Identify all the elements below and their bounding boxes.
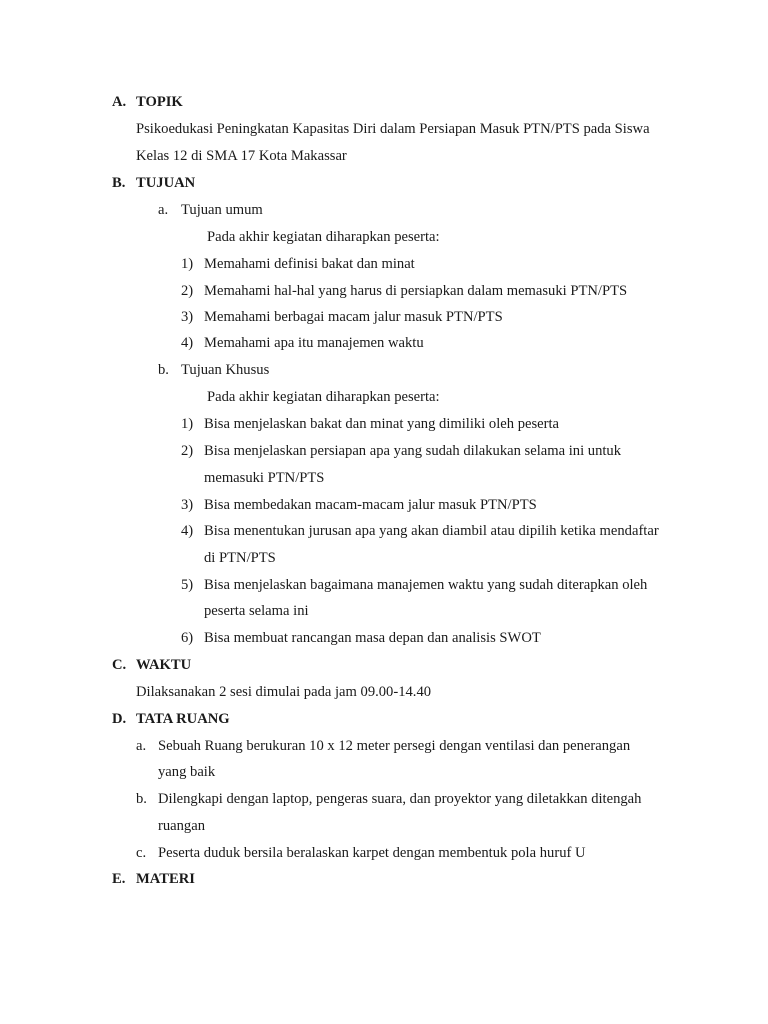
section-letter: D. [112, 711, 127, 727]
list-item: Dilengkapi dengan laptop, pengeras suara, dan proyektor yang diletakkan ditengah [158, 791, 642, 807]
topik-text-line: Psikoedukasi Peningkatan Kapasitas Diri dalam Persiapan Masuk PTN/PTS pada Siswa [136, 121, 650, 137]
list-item-continuation: di PTN/PTS [204, 550, 276, 566]
section-title: TATA RUANG [136, 711, 230, 727]
list-item: Memahami definisi bakat dan minat [204, 256, 415, 272]
list-number: 2) [181, 283, 194, 299]
section-letter: E. [112, 871, 126, 887]
list-number: 2) [181, 443, 194, 459]
list-item: Bisa menjelaskan persiapan apa yang sudah dilakukan selama ini untuk [204, 443, 622, 459]
subsection-intro: Pada akhir kegiatan diharapkan peserta: [207, 229, 440, 245]
list-marker: c. [136, 845, 147, 861]
subsection-marker: b. [158, 362, 169, 378]
list-number: 3) [181, 309, 194, 325]
list-item: Memahami berbagai macam jalur masuk PTN/PTS [204, 309, 503, 325]
list-item: Bisa membuat rancangan masa depan dan analisis SWOT [204, 630, 541, 646]
subsection-intro: Pada akhir kegiatan diharapkan peserta: [207, 389, 440, 405]
list-item-continuation: memasuki PTN/PTS [204, 470, 325, 486]
list-item: Sebuah Ruang berukuran 10 x 12 meter persegi dengan ventilasi dan penerangan [158, 738, 631, 754]
list-item: Bisa menjelaskan bagaimana manajemen waktu yang sudah diterapkan oleh [204, 577, 648, 593]
list-item-continuation: peserta selama ini [204, 603, 309, 619]
list-number: 6) [181, 630, 194, 646]
list-item: Bisa menjelaskan bakat dan minat yang dimiliki oleh peserta [204, 416, 560, 432]
section-letter: A. [112, 94, 127, 110]
section-title: MATERI [136, 871, 195, 887]
subsection-title-tujuan-khusus: Tujuan Khusus [181, 362, 270, 378]
list-item: Memahami apa itu manajemen waktu [204, 335, 424, 351]
section-title: TOPIK [136, 94, 183, 110]
list-marker: a. [136, 738, 147, 754]
subsection-title-tujuan-umum: Tujuan umum [181, 202, 263, 218]
subsection-marker: a. [158, 202, 169, 218]
list-number: 4) [181, 335, 194, 351]
section-title: WAKTU [136, 657, 192, 673]
list-number: 1) [181, 256, 194, 272]
list-item: Peserta duduk bersila beralaskan karpet dengan membentuk pola huruf U [158, 845, 586, 861]
list-item: Memahami hal-hal yang harus di persiapkan dalam memasuki PTN/PTS [204, 283, 628, 299]
list-number: 1) [181, 416, 194, 432]
section-letter: B. [112, 175, 126, 191]
waktu-text-line: Dilaksanakan 2 sesi dimulai pada jam 09.00-14.40 [136, 684, 432, 700]
list-item-continuation: yang baik [158, 764, 216, 780]
list-marker: b. [136, 791, 147, 807]
section-letter: C. [112, 657, 127, 673]
section-title: TUJUAN [136, 175, 196, 191]
list-number: 4) [181, 523, 194, 539]
list-number: 3) [181, 497, 194, 513]
topik-text-line: Kelas 12 di SMA 17 Kota Makassar [136, 148, 347, 164]
list-item-continuation: ruangan [158, 818, 206, 834]
list-item: Bisa membedakan macam-macam jalur masuk PTN/PTS [204, 497, 537, 513]
list-number: 5) [181, 577, 194, 593]
list-item: Bisa menentukan jurusan apa yang akan diambil atau dipilih ketika mendaftar [204, 523, 659, 539]
